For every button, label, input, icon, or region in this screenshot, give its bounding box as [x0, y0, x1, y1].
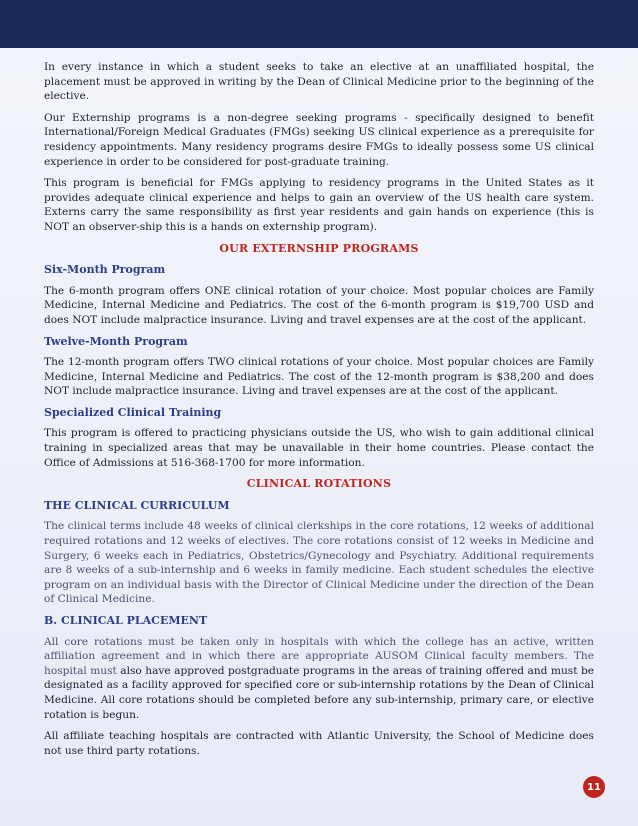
twelve-month-body: The 12-month program offers TWO clinical rotations of your choice. Most popular choices are Family Medicine, Internal Medicine and Pediatrics. The cost of the 12-month program is $38,200 and does NOT include malpractice insurance. Living and travel expenses are at the cost of the applicant.: [44, 356, 594, 398]
rotations-heading: CLINICAL ROTATIONS: [246, 477, 392, 491]
twelve-month-title: Twelve-Month Program: [44, 334, 188, 348]
externship-heading: OUR EXTERNSHIP PROGRAMS: [219, 241, 419, 255]
placement-body-part-b: also have approved postgraduate programs in the areas of training offered and must be designated as a facility approved for specified core or sub-internship rotations by the Dean of Clinical Medicine. All core rotations should be completed before any sub-internship, primary care, or elective rotation is begun.: [44, 664, 595, 721]
curriculum-body: The clinical terms include 48 weeks of clinical clerkships in the core rotations, 12 weeks of additional required rotations and 12 weeks of electives. The core rotations consist of 12 weeks in Medicine and Surgery, 6 weeks each in Pediatrics, Obstetrics/Gynecology and Psychiatry. Additional requirements are 8 weeks of a sub-internship and 6 weeks in family medicine. Each student schedules the elective program on an individual basis with the Director of Clinical Medicine under the direction of the Dean of Clinical Medicine.: [44, 520, 594, 606]
placement-body-part-a: All core rotations must be taken only in hospitals with which the college has an active, written affiliation agreement and in which there are appropriate AUSOM Clinical faculty members. The hospital must: [44, 635, 594, 677]
six-month-body: The 6-month program offers ONE clinical rotation of your choice. Most popular choices are Family Medicine, Internal Medicine and Pediatrics. The cost of the 6-month program is $19,700 USD and does NOT include malpractice insurance. Living and travel expenses are at the cost of the applicant.: [44, 284, 594, 326]
placement-body: [44, 635, 594, 723]
header-band: [0, 0, 638, 48]
page-content: [44, 60, 594, 765]
six-month-title: Six-Month Program: [44, 263, 166, 277]
specialized-body: This program is offered to practicing physicians outside the US, who wish to gain additional clinical training in specialized areas that may be unavailable in their home countries. Please contact the Office of Admissions at 516-368-1700 for more information.: [44, 427, 594, 469]
page-number: 11: [583, 776, 605, 798]
curriculum-title: THE CLINICAL CURRICULUM: [44, 498, 230, 512]
intro-paragraph: In every instance in which a student seeks to take an elective at an unaffiliated hospital, the placement must be approved in writing by the Dean of Clinical Medicine prior to the beginning of the elective.: [44, 61, 594, 103]
placement-title: B. CLINICAL PLACEMENT: [44, 614, 208, 627]
placement-body-2: All affiliate teaching hospitals are contracted with Atlantic University, the School of Medicine does not use third party rotations.: [44, 730, 594, 757]
externship-description: Our Externship programs is a non-degree seeking programs - specifically designed to benefit International/Foreign Medical Graduates (FMGs) seeking US clinical experience as a prerequisite for residency appointments. Many residency programs desire FMGs to ideally possess some US clinical experience in order to be considered for post-graduate training.: [44, 111, 594, 168]
externship-benefits: This program is beneficial for FMGs applying to residency programs in the United States as it provides adequate clinical experience and helps to gain an overview of the US health care system. Externs carry the same responsibility as first year residents and gain hands on experience (this is NOT an observer-ship this is a hands on externship program).: [44, 177, 594, 233]
specialized-title: Specialized Clinical Training: [44, 405, 222, 419]
